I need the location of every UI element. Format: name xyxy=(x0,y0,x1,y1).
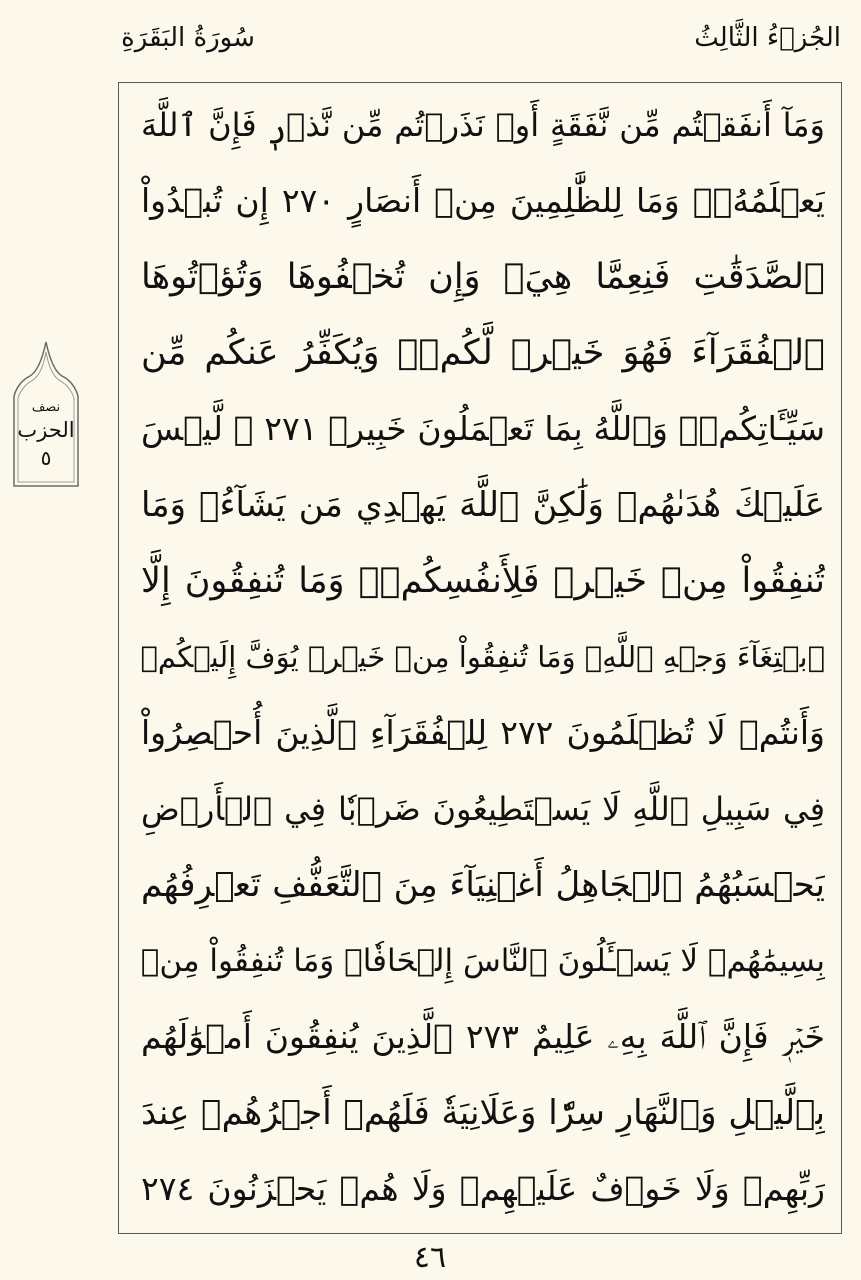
text-line: بِسِيمَٰهُمۡ لَا يَسۡـَٔلُونَ ٱلنَّاسَ إِلۡحَافٗاۗ وَمَا تُنفِقُواْ مِنۡ xyxy=(141,943,825,979)
text-line: سَيِّـَٔاتِكُمۡۗ وَٱللَّهُ بِمَا تَعۡمَلُونَ خَبِيرٞ ٢٧١ ۞ لَّيۡسَ xyxy=(141,409,825,448)
text-line: يَحۡسَبُهُمُ ٱلۡجَاهِلُ أَغۡنِيَآءَ مِنَ ٱلتَّعَفُّفِ تَعۡرِفُهُم xyxy=(141,865,825,905)
text-line: تُنفِقُواْ مِنۡ خَيۡرٖ فَلِأَنفُسِكُمۡۚ وَمَا تُنفِقُونَ إِلَّا xyxy=(141,561,825,601)
text-line: بِٱلَّيۡلِ وَٱلنَّهَارِ سِرّٗا وَعَلَانِيَةٗ فَلَهُمۡ أَجۡرُهُمۡ عِندَ xyxy=(141,1093,825,1133)
text-line: خَيۡرٖ فَإِنَّ ٱللَّهَ بِهِۦ عَلِيمٌ ٢٧٣ ٱلَّذِينَ يُنفِقُونَ أَمۡوَٰلَهُم xyxy=(141,1017,825,1056)
juz-name: الجُزۡءُ الثَّالِثُ xyxy=(694,23,841,53)
text-line: فِي سَبِيلِ ٱللَّهِ لَا يَسۡتَطِيعُونَ ضَرۡبٗا فِي ٱلۡأَرۡضِ xyxy=(141,790,825,828)
text-line: ٱلصَّدَقَٰتِ فَنِعِمَّا هِيَۖ وَإِن تُخۡفُوهَا وَتُؤۡتُوهَا xyxy=(141,257,825,297)
text-line: وَمَآ أَنفَقۡتُم مِّن نَّفَقَةٍ أَوۡ نَذَرۡتُم مِّن نَّذۡرٖ فَإِنَّ ٱللَّهَ xyxy=(141,106,825,144)
page-number: ٤٦ xyxy=(413,1240,447,1275)
surah-name: سُورَةُ البَقَرَةِ xyxy=(121,23,255,53)
text-line: ٱلۡفُقَرَآءَ فَهُوَ خَيۡرٞ لَّكُمۡۚ وَيُكَفِّرُ عَنكُم مِّن xyxy=(141,333,825,373)
text-line: يَعۡلَمُهُۥۗ وَمَا لِلظَّٰلِمِينَ مِنۡ أَنصَارٍ ٢٧٠ إِن تُبۡدُواْ xyxy=(141,181,825,220)
text-frame xyxy=(118,82,842,1234)
hizb-number: ٥ xyxy=(40,446,52,470)
hizb-marker xyxy=(10,338,82,490)
text-line: رَبِّهِمۡ وَلَا خَوۡفٌ عَلَيۡهِمۡ وَلَا هُمۡ يَحۡزَنُونَ ٢٧٤ xyxy=(141,1169,825,1208)
text-line: عَلَيۡكَ هُدَىٰهُمۡ وَلَٰكِنَّ ٱللَّهَ يَهۡدِي مَن يَشَآءُۗ وَمَا xyxy=(141,485,825,525)
hizb-half-label: نصف xyxy=(31,400,61,415)
text-line: وَأَنتُمۡ لَا تُظۡلَمُونَ ٢٧٢ لِلۡفُقَرَآءِ ٱلَّذِينَ أُحۡصِرُواْ xyxy=(141,713,825,752)
text-line: ٱبۡتِغَآءَ وَجۡهِ ٱللَّهِۚ وَمَا تُنفِقُواْ مِنۡ خَيۡرٖ يُوَفَّ إِلَيۡكُمۡ xyxy=(141,640,825,674)
hizb-label: الحزب xyxy=(17,418,75,442)
